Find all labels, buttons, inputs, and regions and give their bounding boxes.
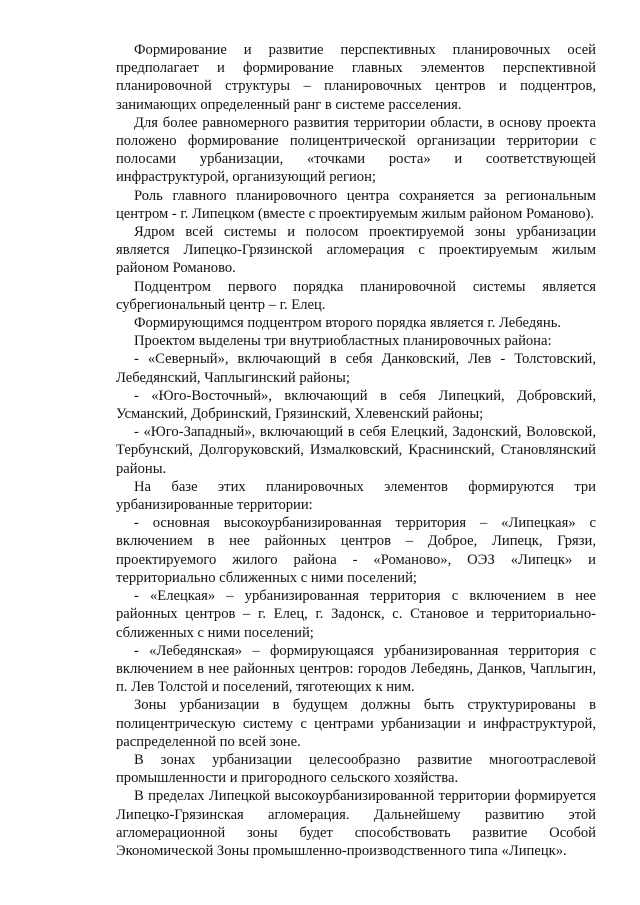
paragraph-urbanization-zones: Зоны урбанизации в будущем должны быть структурированы в полицентрическую систему с центрами урбанизации и инфраструктурой, распределенной по всей зоне. xyxy=(116,697,596,750)
document-body xyxy=(116,41,596,860)
paragraph-industry-development: В зонах урбанизации целесообразно развитие многоотраслевой промышленности и пригородного сельского хозяйства. xyxy=(116,751,596,787)
paragraph-planning-axes: Формирование и развитие перспективных планировочных осей предполагает и формирование главных элементов перспективной планировочной структуры – планировочных центров и подцентров, занимающих определенный ранг в системе расселения. xyxy=(116,42,596,113)
paragraph-first-order-subcenter: Подцентром первого порядка планировочной системы является субрегиональный центр – г. Елец. xyxy=(116,278,596,313)
paragraph-main-center: Роль главного планировочного центра сохраняется за региональным центром - г. Липецком (вместе с проектируемым жилым районом Романово). xyxy=(116,187,596,222)
list-item-south-western-district: - «Юго-Западный», включающий в себя Елецкий, Задонский, Воловской, Тербунский, Долгоруковский, Измалковский, Краснинский, Становлянский районы. xyxy=(116,424,596,477)
paragraph-second-order-subcenter: Формирующимся подцентром второго порядка является г. Лебедянь. xyxy=(134,315,562,332)
paragraph-polycentric-organization: Для более равномерного развития территории области, в основу проекта положено формирование полицентрической организации территории с полосами урбанизации, «точками роста» и соответствующей инфраструктурой, организующий регион; xyxy=(116,114,596,186)
list-item-northern-district: - «Северный», включающий в себя Данковский, Лев - Толстовский, Лебедянский, Чаплыгинский районы; xyxy=(116,351,596,386)
list-item-lipetsk-territory: - основная высокоурбанизированная территория – «Липецкая» с включением в нее районных центров – Доброе, Липецк, Грязи, проектируемого жилого района - «Романово», ОЭЗ «Липецк» и территориально сближенных с ними поселений; xyxy=(116,515,596,586)
paragraph-urbanized-territories-intro: На базе этих планировочных элементов формируются три урбанизированные территории: xyxy=(116,478,596,514)
paragraph-agglomeration-core: Ядром всей системы и полосом проектируемой зоны урбанизации является Липецко-Грязинской агломерация с проектируемым жилым районом Романово. xyxy=(116,224,596,277)
list-item-yelets-territory: - «Елецкая» – урбанизированная территория с включением в нее районных центров – г. Елец, г. Задонск, с. Становое и территориально-сближенных с ними поселений; xyxy=(116,588,596,641)
list-item-south-eastern-district: - «Юго-Восточный», включающий в себя Липецкий, Добровский, Усманский, Добринский, Грязинский, Хлевенский районы; xyxy=(116,387,596,423)
list-item-lebedyan-territory: - «Лебедянская» – формирующаяся урбанизированная территория с включением в нее районных центров: городов Лебедянь, Данков, Чаплыгин, п. Лев Толстой и поселений, тяготеющих к ним. xyxy=(116,642,596,696)
paragraph-planning-districts-intro: Проектом выделены три внутриобластных планировочных района: xyxy=(134,333,552,350)
paragraph-lipetsk-agglomeration: В пределах Липецкой высокоурбанизированной территории формируется Липецко-Грязинская агломерация. Дальнейшему развитию этой агломерационной зоны будет способствовать развитие Особой Экономической Зоны промышленно-производственного типа «Липецк». xyxy=(116,788,596,859)
